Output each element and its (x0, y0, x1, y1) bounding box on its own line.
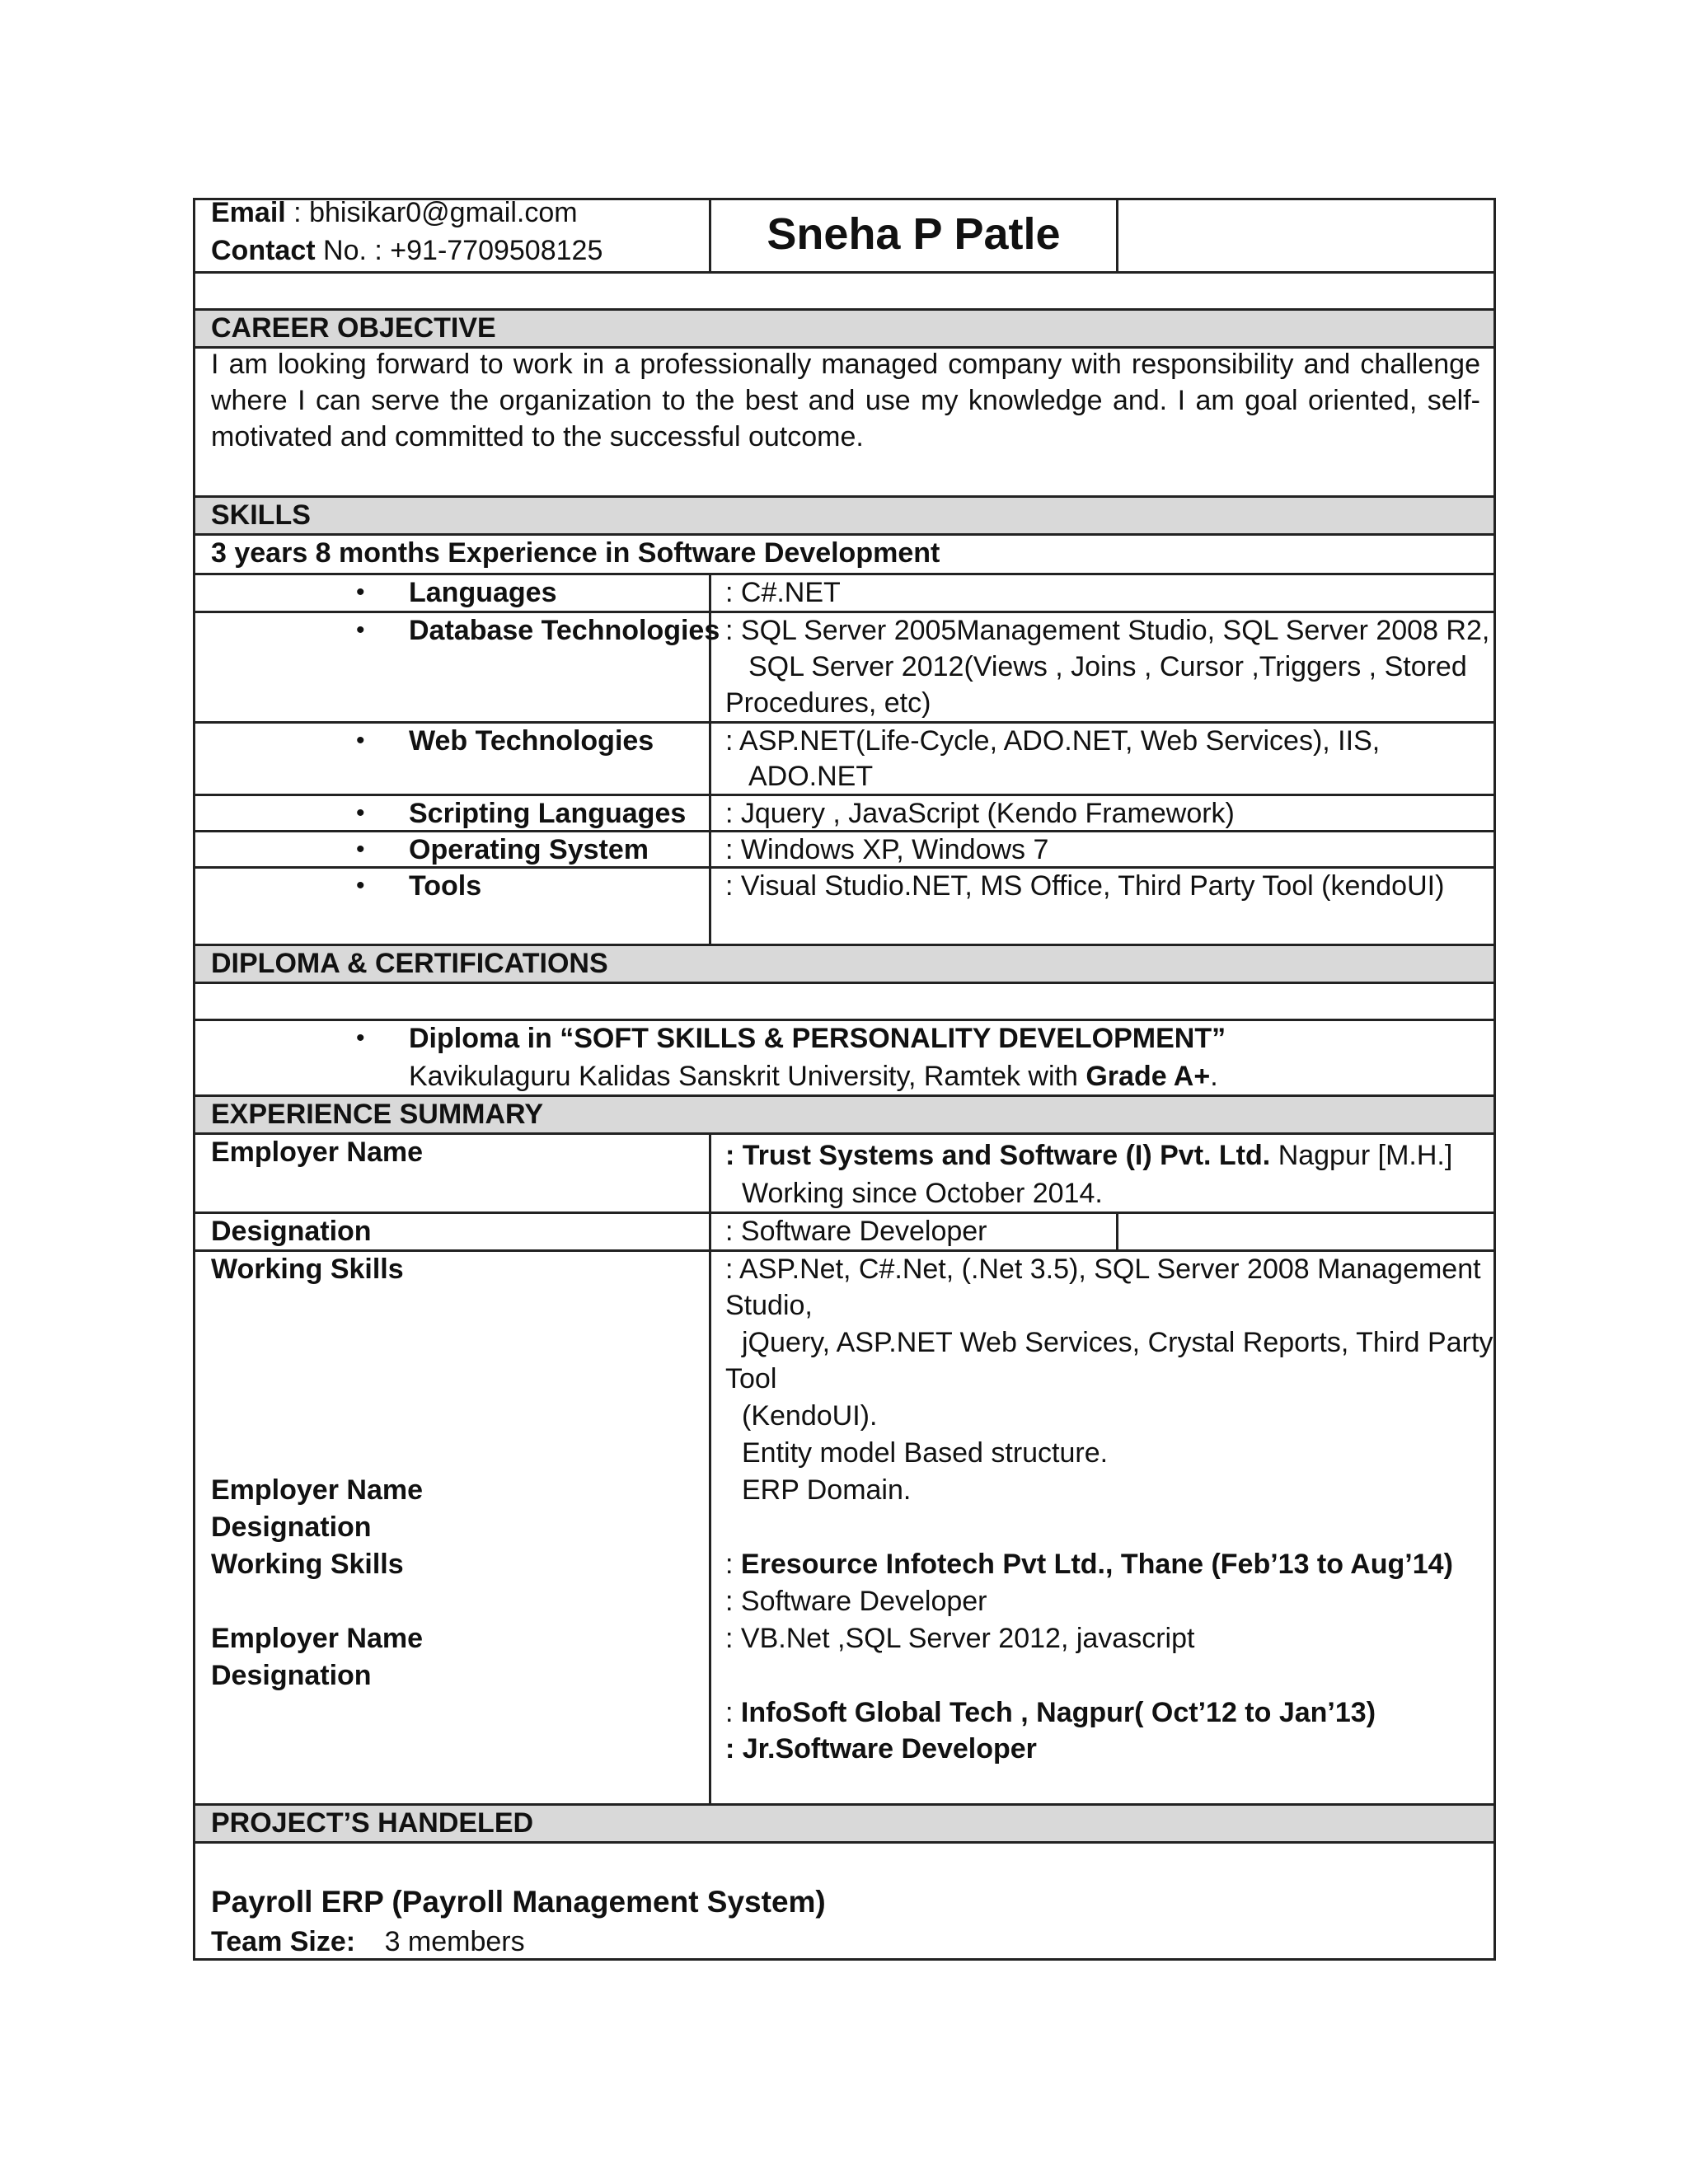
job3-employer-line (725, 1694, 1376, 1731)
skill-value: : Visual Studio.NET, MS Office, Third Party Tool (kendoUI) (725, 870, 1445, 902)
job1-since: Working since October 2014. (742, 1178, 1103, 1209)
job1-employer: : Trust Systems and Software (I) Pvt. Ltd. (725, 1140, 1271, 1171)
skill-value: ADO.NET (748, 761, 874, 792)
skill-value: Procedures, etc) (725, 687, 931, 719)
rule (193, 982, 1496, 984)
skill-label: Tools (409, 870, 482, 902)
job1-skill-line: : ASP.Net, C#.Net, (.Net 3.5), SQL Server 2008 Management (725, 1254, 1481, 1285)
job2-colon: : (725, 1549, 734, 1580)
job1-city: Nagpur [M.H.] (1278, 1140, 1453, 1171)
skill-value: SQL Server 2012(Views , Joins , Cursor ,Triggers , Stored (748, 651, 1467, 682)
job1-skill-line: jQuery, ASP.NET Web Services, Crystal Reports, Third Party (742, 1327, 1493, 1358)
bullet-icon: • (356, 836, 365, 863)
contact-label: Contact (211, 235, 316, 266)
job3-designation: : Jr.Software Developer (725, 1733, 1037, 1765)
bullet-icon: • (356, 799, 365, 827)
job2-employer: Eresource Infotech Pvt Ltd., Thane (Feb’13 to Aug’14) (740, 1549, 1453, 1580)
job1-employer-line (725, 1137, 1452, 1174)
experience-divider (709, 1132, 711, 1803)
diploma-period: . (1210, 1061, 1218, 1092)
contact-value: No. : +91-7709508125 (323, 235, 603, 266)
team-size-value: 3 members (384, 1926, 525, 1957)
rule (193, 495, 1496, 498)
diploma-university-line (409, 1058, 1218, 1094)
table-border-left (193, 198, 195, 1961)
contact-line (211, 232, 603, 269)
skill-value: : SQL Server 2005Management Studio, SQL Server 2008 R2, (725, 615, 1490, 646)
designation-cell-divider (1116, 1212, 1118, 1252)
skill-label: Web Technologies (409, 725, 654, 757)
diploma-heading: DIPLOMA & CERTIFICATIONS (211, 948, 608, 979)
job1-skill-line: ERP Domain. (742, 1474, 912, 1506)
team-size-line (211, 1924, 525, 1960)
job1-skill-line: Tool (725, 1363, 777, 1394)
skill-label: Database Technologies (409, 615, 720, 646)
rule (193, 1841, 1496, 1844)
skill-label: Languages (409, 577, 557, 608)
skills-heading-bg (195, 497, 1493, 533)
bullet-icon: • (356, 616, 365, 644)
job2-skills: : VB.Net ,SQL Server 2012, javascript (725, 1623, 1195, 1654)
projects-heading: PROJECT’S HANDELED (211, 1807, 534, 1839)
rule (193, 271, 1496, 274)
table-border-right (1493, 198, 1496, 1961)
career-heading: CAREER OBJECTIVE (211, 312, 496, 344)
job2-designation: : Software Developer (725, 1586, 987, 1617)
job3-colon: : (725, 1697, 734, 1728)
email-line (211, 194, 578, 231)
skill-value: : Windows XP, Windows 7 (725, 834, 1049, 865)
bullet-icon: • (356, 872, 365, 899)
experience-heading: EXPERIENCE SUMMARY (211, 1099, 544, 1130)
bullet-icon: • (356, 579, 365, 606)
skill-label: Scripting Languages (409, 798, 687, 829)
designation-label: Designation (211, 1511, 372, 1543)
bullet-icon: • (356, 727, 365, 754)
job3-employer: InfoSoft Global Tech , Nagpur( Oct’12 to Jan’13) (740, 1697, 1376, 1728)
skill-label: Operating System (409, 834, 649, 865)
working-skills-label: Working Skills (211, 1549, 404, 1580)
diploma-title: Diploma in “SOFT SKILLS & PERSONALITY DEVELOPMENT” (409, 1023, 1226, 1054)
experience-years: 3 years 8 months Experience in Software Development (211, 537, 940, 569)
bullet-icon: • (356, 1024, 365, 1052)
diploma-university: Kavikulaguru Kalidas Sanskrit University, Ramtek with (409, 1061, 1078, 1092)
email-separator: : (293, 197, 302, 228)
candidate-name: Sneha P Patle (767, 209, 1061, 259)
designation-label: Designation (211, 1216, 372, 1247)
diploma-grade: Grade A+ (1085, 1061, 1211, 1092)
skill-value: : Jquery , JavaScript (Kendo Framework) (725, 798, 1235, 829)
skill-value: : ASP.NET(Life-Cycle, ADO.NET, Web Services), IIS, (725, 725, 1381, 757)
designation-label: Designation (211, 1660, 372, 1691)
employer-label: Employer Name (211, 1137, 423, 1168)
job2-employer-line (725, 1546, 1453, 1582)
career-text: I am looking forward to work in a professionally managed company with responsibility and challenge where I can serve the organization to the best and use my knowledge and. I am goal oriented, self-motivated and committed to the successful outcome. (211, 349, 1480, 452)
job1-skill-line: Entity model Based structure. (742, 1437, 1109, 1469)
header-divider-2 (1116, 198, 1118, 274)
job1-designation: : Software Developer (725, 1216, 987, 1247)
employer-label: Employer Name (211, 1623, 423, 1654)
skill-value: : C#.NET (725, 577, 841, 608)
email-label: Email (211, 197, 286, 228)
rule (193, 573, 1496, 575)
skills-heading: SKILLS (211, 499, 311, 531)
job1-skill-line: (KendoUI). (742, 1400, 878, 1432)
working-skills-label: Working Skills (211, 1254, 404, 1285)
job1-skill-line: Studio, (725, 1290, 813, 1321)
team-size-label: Team Size: (211, 1926, 356, 1957)
employer-label: Employer Name (211, 1474, 423, 1506)
email-value[interactable]: bhisikar0@gmail.com (309, 197, 578, 228)
project-title: Payroll ERP (Payroll Management System) (211, 1885, 826, 1919)
